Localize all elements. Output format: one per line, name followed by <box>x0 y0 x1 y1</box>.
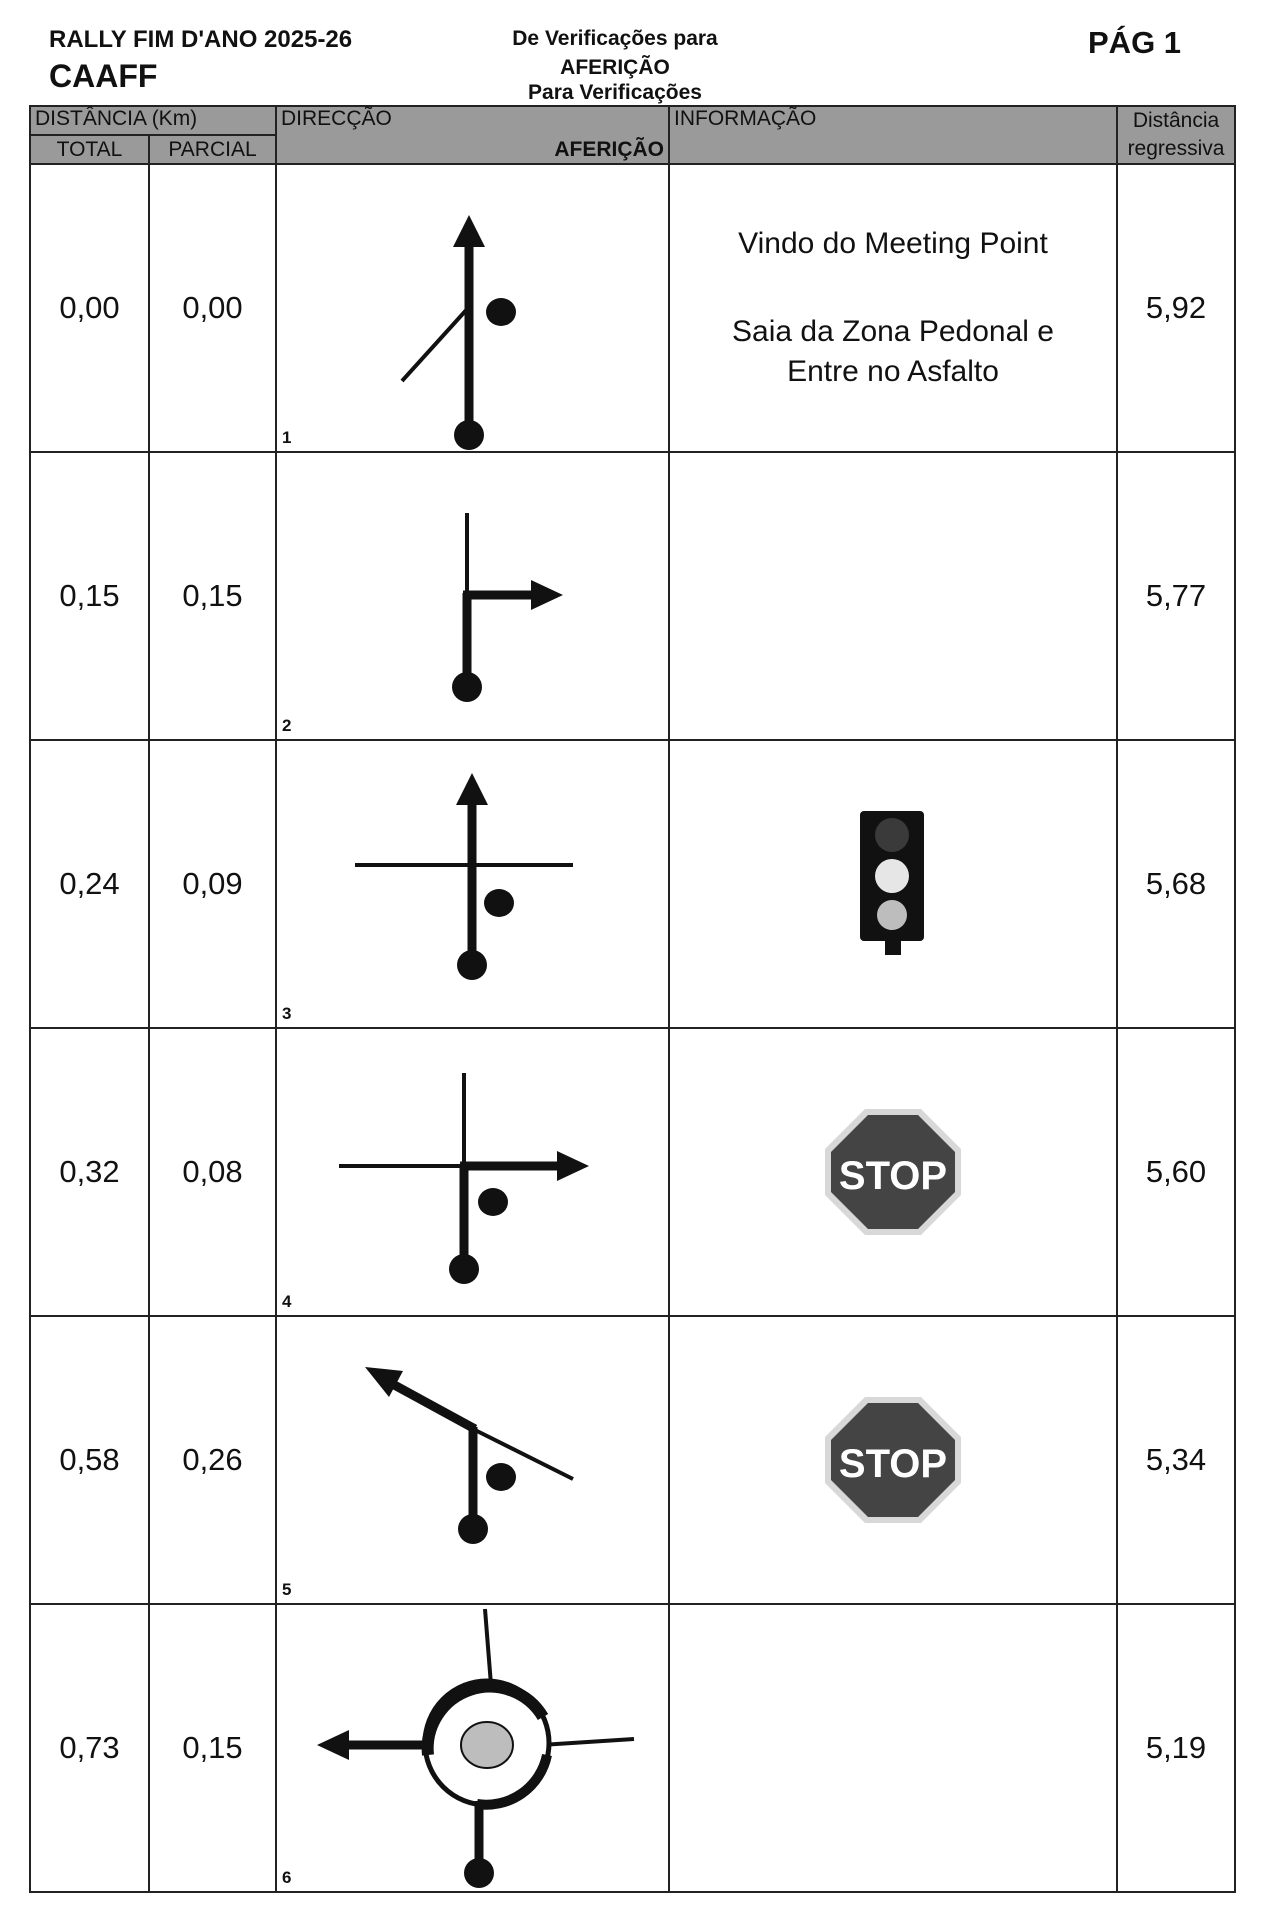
remaining-label-1: Distância <box>1132 109 1220 132</box>
step-index: 6 <box>282 1868 292 1887</box>
roundabout-left-exit-icon <box>277 1605 670 1891</box>
partial-km: 0,00 <box>149 164 276 452</box>
table-row <box>30 164 1235 452</box>
crossroads-right-icon <box>277 1029 670 1315</box>
remaining-label-2: regressiva <box>1127 137 1225 160</box>
direction-cell <box>276 1604 669 1892</box>
direction-cell <box>276 1316 669 1604</box>
step-index: 3 <box>282 1004 292 1023</box>
partial-km: 0,15 <box>149 452 276 740</box>
roadbook-table <box>29 105 1236 1893</box>
calibration-label: AFERIÇÃO <box>554 138 664 161</box>
table-row <box>30 740 1235 1028</box>
remaining-km: 5,19 <box>1117 1604 1235 1892</box>
information-header: INFORMAÇÃO <box>669 106 1117 164</box>
step-index: 5 <box>282 1580 292 1599</box>
section-line-2: AFERIÇÃO <box>560 56 670 79</box>
partial-km: 0,08 <box>149 1028 276 1316</box>
step-index: 1 <box>282 428 292 447</box>
total-km: 0,32 <box>30 1028 149 1316</box>
total-km: 0,58 <box>30 1316 149 1604</box>
info-cell <box>669 164 1117 452</box>
step-index: 2 <box>282 716 292 735</box>
direction-cell <box>276 1028 669 1316</box>
remaining-km: 5,77 <box>1117 452 1235 740</box>
step-index: 4 <box>282 1292 292 1311</box>
stop-sign-icon <box>823 1395 963 1525</box>
direction-label: DIRECÇÃO <box>281 107 392 130</box>
info-instruction: Saia da Zona Pedonal e Entre no Asfalto <box>732 315 1054 388</box>
traffic-light-icon <box>858 809 928 959</box>
total-header: TOTAL <box>30 135 149 164</box>
direction-cell <box>276 740 669 1028</box>
remaining-header <box>1117 106 1235 164</box>
direction-cell <box>276 452 669 740</box>
table-row <box>30 1028 1235 1316</box>
total-km: 0,24 <box>30 740 149 1028</box>
distance-header: DISTÂNCIA (Km) <box>30 106 276 135</box>
partial-km: 0,26 <box>149 1316 276 1604</box>
remaining-km: 5,34 <box>1117 1316 1235 1604</box>
turn-right-icon <box>277 453 670 739</box>
total-km: 0,73 <box>30 1604 149 1892</box>
table-row <box>30 452 1235 740</box>
table-row <box>30 1316 1235 1604</box>
stop-sign-icon <box>823 1107 963 1237</box>
section-line-3: Para Verificações <box>528 81 702 104</box>
club-name: CAAFF <box>49 58 158 94</box>
info-cell <box>669 740 1117 1028</box>
total-km: 0,00 <box>30 164 149 452</box>
stop-text: STOP <box>838 1154 948 1198</box>
straight-ahead-left-fork-icon <box>277 165 670 451</box>
partial-header: PARCIAL <box>149 135 276 164</box>
stop-text: STOP <box>838 1442 948 1486</box>
info-cell <box>669 452 1117 740</box>
remaining-km: 5,68 <box>1117 740 1235 1028</box>
section-line-1: De Verificações para <box>512 27 718 50</box>
info-cell <box>669 1316 1117 1604</box>
remaining-km: 5,60 <box>1117 1028 1235 1316</box>
table-row <box>30 1604 1235 1892</box>
info-cell <box>669 1604 1117 1892</box>
page-number: PÁG 1 <box>1088 25 1182 60</box>
crossroads-straight-icon <box>277 741 670 1027</box>
partial-km: 0,15 <box>149 1604 276 1892</box>
partial-km: 0,09 <box>149 740 276 1028</box>
keep-left-diagonal-icon <box>277 1317 670 1603</box>
direction-cell <box>276 164 669 452</box>
total-km: 0,15 <box>30 452 149 740</box>
info-cell <box>669 1028 1117 1316</box>
info-origin: Vindo do Meeting Point <box>738 227 1048 260</box>
rally-title: RALLY FIM D'ANO 2025-26 <box>49 26 353 53</box>
remaining-km: 5,92 <box>1117 164 1235 452</box>
direction-header <box>276 106 669 164</box>
